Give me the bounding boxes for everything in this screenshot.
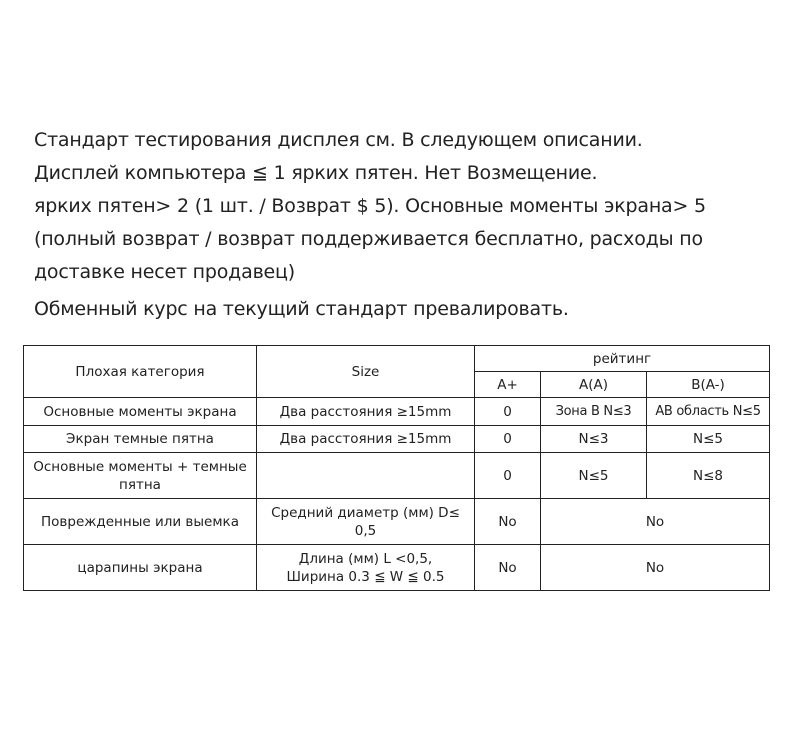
table-row [24, 398, 770, 426]
cell-size-line: Ширина 0.3 ≦ W ≦ 0.5 [286, 568, 445, 585]
intro-line: Дисплей компьютера ≦ 1 ярких пятен. Нет Возмещение. [34, 162, 598, 184]
cell-a: Зона B N≤3 [541, 398, 647, 426]
table-row [24, 426, 770, 453]
cell-a-plus: No [475, 499, 541, 545]
cell-size [257, 545, 475, 591]
cell-category: Основные моменты + темные пятна [24, 453, 257, 499]
cell-a-plus: No [475, 545, 541, 591]
table-header-row [24, 346, 770, 372]
cell-b: AB область N≤5 [647, 398, 770, 426]
cell-size: Два расстояния ≥15mm [257, 398, 475, 426]
cell-size: Средний диаметр (мм) D≤ 0,5 [257, 499, 475, 545]
intro-line: доставке несет продавец) [34, 261, 295, 283]
table-row [24, 499, 770, 545]
intro-line: Стандарт тестирования дисплея см. В следующем описании. [34, 129, 643, 151]
cell-b: N≤5 [647, 426, 770, 453]
header-grade-a: A(A) [541, 372, 647, 398]
cell-size-line: Длина (мм) L <0,5, [298, 550, 433, 567]
intro-line: (полный возврат / возврат поддерживается бесплатно, расходы по [34, 228, 703, 250]
cell-category: Экран темные пятна [24, 426, 257, 453]
table-row [24, 545, 770, 591]
cell-category: Поврежденные или выемка [24, 499, 257, 545]
header-rating: рейтинг [475, 346, 770, 372]
header-category: Плохая категория [24, 346, 257, 398]
cell-a-plus: 0 [475, 398, 541, 426]
cell-a: N≤3 [541, 426, 647, 453]
cell-ab: No [541, 499, 770, 545]
cell-category: царапины экрана [24, 545, 257, 591]
cell-size: Два расстояния ≥15mm [257, 426, 475, 453]
cell-a-plus: 0 [475, 453, 541, 499]
exchange-note: Обменный курс на текущий стандарт превалировать. [34, 298, 569, 320]
intro-text [34, 124, 774, 326]
display-test-table [23, 345, 770, 591]
cell-category: Основные моменты экрана [24, 398, 257, 426]
table-row [24, 453, 770, 499]
header-size: Size [257, 346, 475, 398]
cell-a: N≤5 [541, 453, 647, 499]
header-grade-a-plus: A+ [475, 372, 541, 398]
cell-a-plus: 0 [475, 426, 541, 453]
cell-ab: No [541, 545, 770, 591]
cell-b: N≤8 [647, 453, 770, 499]
header-grade-b: B(A-) [647, 372, 770, 398]
intro-line: ярких пятен> 2 (1 шт. / Возврат $ 5). Основные моменты экрана> 5 [34, 195, 706, 217]
cell-size [257, 453, 475, 499]
